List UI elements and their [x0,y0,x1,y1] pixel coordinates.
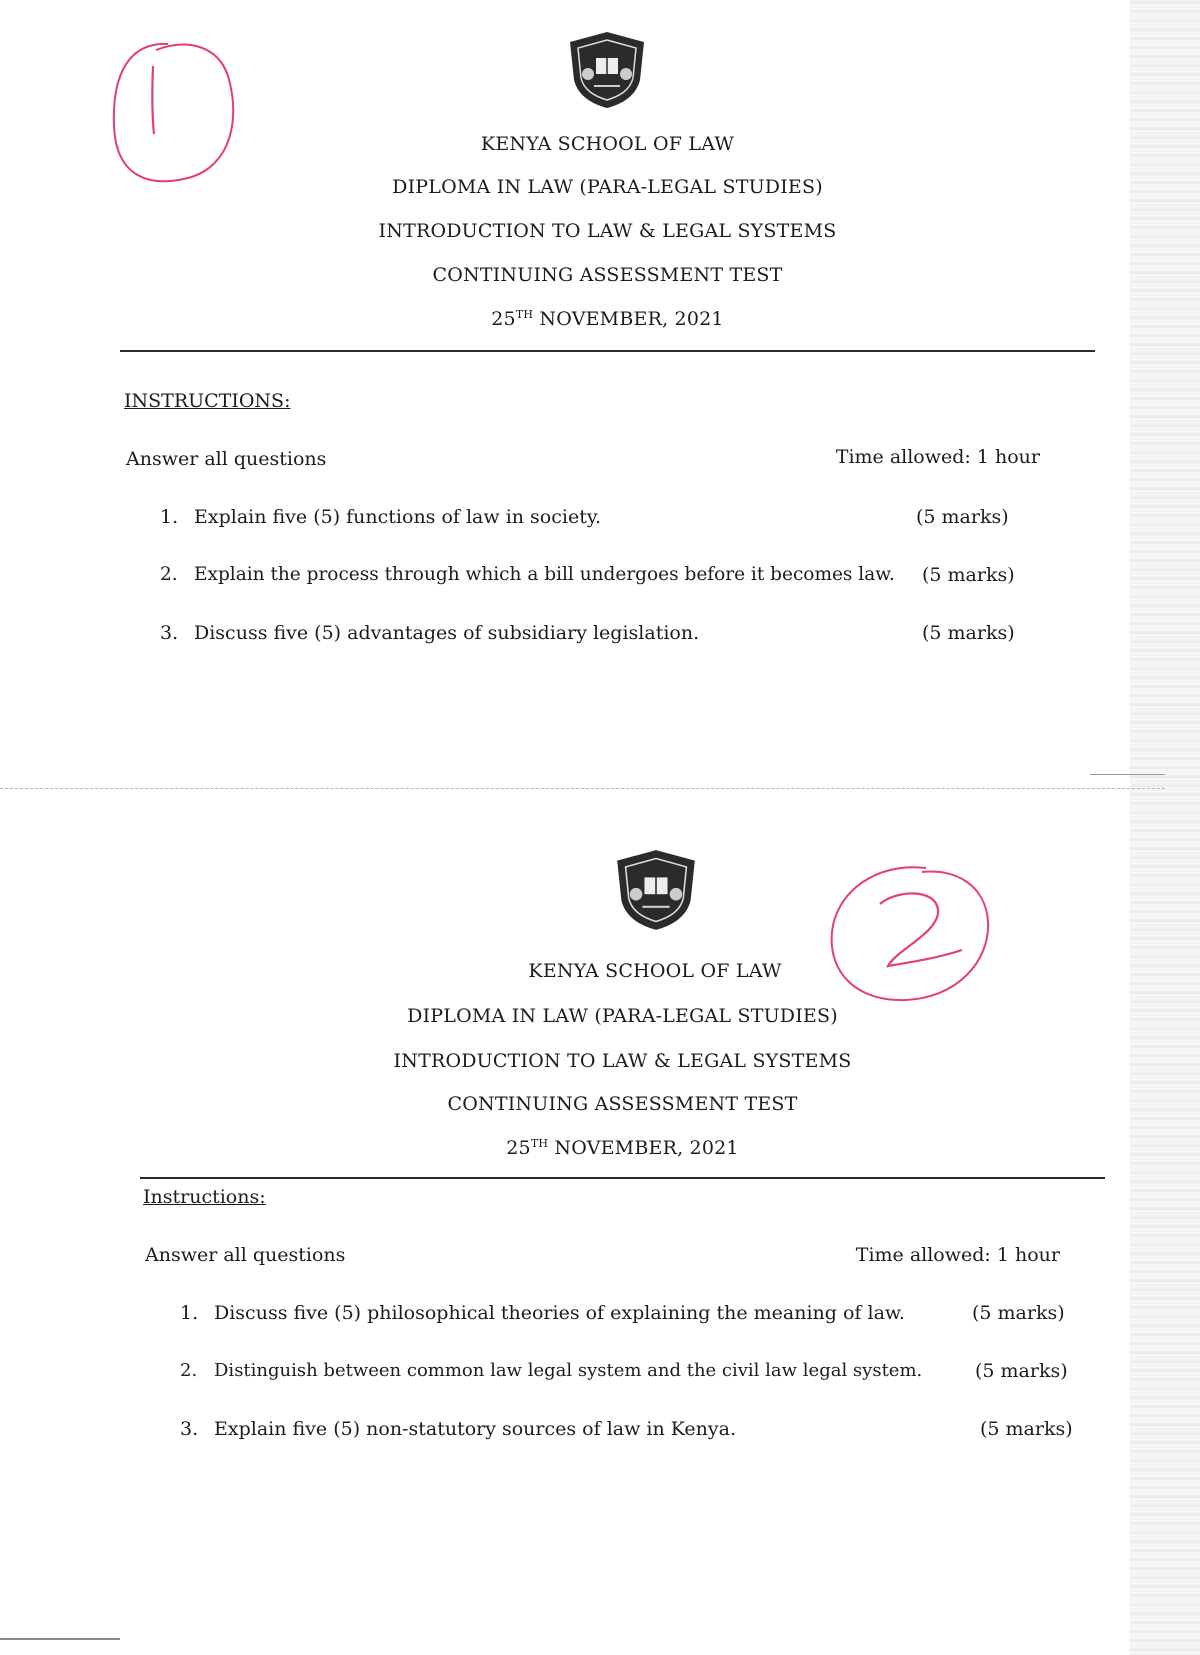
date-rest: NOVEMBER, 2021 [548,1137,739,1159]
question-1 [180,1302,905,1324]
question-number: 1. [160,506,179,528]
handwritten-circled-one-icon [108,36,248,196]
question-2-marks: (5 marks) [975,1360,1068,1382]
date-day: 25 [491,308,516,330]
time-allowed: Time allowed: 1 hour [835,446,1040,468]
question-3 [160,622,699,644]
question-number: 3. [180,1418,199,1440]
question-2 [180,1360,922,1381]
date-rest: NOVEMBER, 2021 [533,308,724,330]
question-3 [180,1418,736,1440]
question-1-marks: (5 marks) [972,1302,1065,1324]
scan-edge-line [0,1638,120,1640]
instructions-label: INSTRUCTIONS: [124,390,291,412]
question-text: Explain the process through which a bill undergoes before it becomes law. [194,564,895,585]
instructions-label: Instructions: [143,1186,266,1208]
header-rule [120,350,1095,352]
answer-instruction: Answer all questions [145,1244,346,1266]
question-number: 2. [160,564,178,585]
question-text: Explain five (5) non-statutory sources of law in Kenya. [214,1418,737,1440]
question-text: Discuss five (5) advantages of subsidiary legislation. [194,622,700,644]
sheet-separator [0,788,1165,789]
header-rule [140,1177,1105,1179]
question-number: 3. [160,622,179,644]
question-text: Discuss five (5) philosophical theories of explaining the meaning of law. [214,1302,905,1324]
programme-name: DIPLOMA IN LAW (PARA-LEGAL STUDIES) [407,1005,838,1027]
question-1 [160,506,601,528]
course-name: INTRODUCTION TO LAW & LEGAL SYSTEMS [378,220,837,242]
question-number: 1. [180,1302,199,1324]
date-suffix: TH [515,308,534,321]
question-2 [160,564,895,585]
course-name: INTRODUCTION TO LAW & LEGAL SYSTEMS [393,1050,852,1072]
date-suffix: TH [530,1137,549,1150]
institution-name: KENYA SCHOOL OF LAW [480,133,735,155]
date-day: 25 [506,1137,531,1159]
question-text: Explain five (5) functions of law in society. [194,506,602,528]
time-allowed: Time allowed: 1 hour [855,1244,1060,1266]
school-crest-icon [566,30,648,110]
question-text: Distinguish between common law legal system and the civil law legal system. [214,1360,923,1381]
assessment-name: CONTINUING ASSESSMENT TEST [432,264,783,286]
programme-name: DIPLOMA IN LAW (PARA-LEGAL STUDIES) [392,176,823,198]
exam-date [0,1137,1200,1159]
question-1-marks: (5 marks) [916,506,1009,528]
question-3-marks: (5 marks) [980,1418,1073,1440]
answer-instruction: Answer all questions [126,448,327,470]
scan-edge-artifact [1130,0,1200,1655]
question-3-marks: (5 marks) [922,622,1015,644]
exam-date [0,308,1200,330]
sheet-edge-line [1090,774,1165,775]
question-2-marks: (5 marks) [922,564,1015,586]
question-number: 2. [180,1360,198,1381]
handwritten-circled-two-icon [826,862,996,1012]
assessment-name: CONTINUING ASSESSMENT TEST [447,1093,798,1115]
school-crest-icon [613,848,699,932]
institution-name: KENYA SCHOOL OF LAW [528,960,782,982]
